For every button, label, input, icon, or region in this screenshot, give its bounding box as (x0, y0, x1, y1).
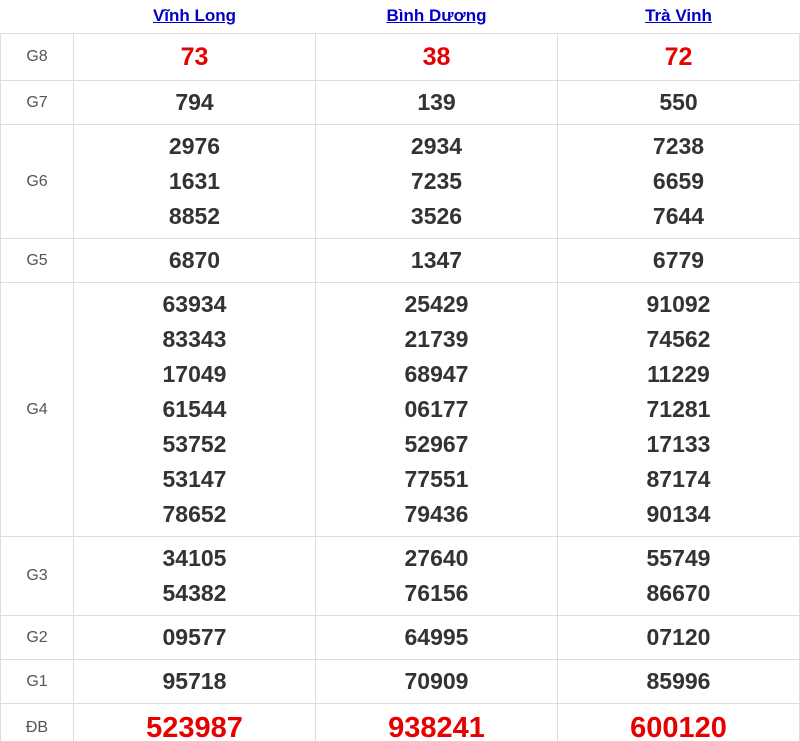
prize-number: 38 (422, 43, 451, 71)
prize-row (1, 239, 800, 283)
column-header-vinh-long (74, 0, 316, 34)
prize-cell (316, 239, 558, 283)
prize-number: 7644 (652, 203, 705, 229)
prize-number: 7238 (652, 133, 705, 159)
prize-cell (74, 537, 316, 616)
prize-number: 17049 (162, 361, 227, 387)
prize-cell (74, 239, 316, 283)
prize-number: 55749 (646, 545, 711, 571)
prize-row (1, 283, 800, 537)
prize-number: 794 (175, 89, 214, 115)
prize-number: 90134 (646, 501, 711, 527)
prize-number: 85996 (646, 668, 711, 694)
prize-number: 70909 (404, 668, 469, 694)
prize-cell (74, 616, 316, 660)
prize-number: 91092 (646, 291, 711, 317)
prize-number: 07120 (646, 624, 711, 650)
prize-cell (316, 660, 558, 704)
prize-number: 17133 (646, 431, 711, 457)
prize-cell (558, 34, 800, 81)
prize-row (1, 704, 800, 741)
row-label: G6 (1, 125, 74, 239)
prize-cell (558, 660, 800, 704)
prize-number: 600120 (630, 712, 727, 741)
prize-cell (558, 239, 800, 283)
prize-number: 11229 (647, 361, 710, 387)
prize-cell (558, 81, 800, 125)
prize-number: 95718 (162, 668, 227, 694)
prize-number: 53147 (162, 466, 227, 492)
prize-number: 3526 (410, 203, 463, 229)
prize-row (1, 125, 800, 239)
prize-cell (74, 125, 316, 239)
prize-number: 2976 (168, 133, 221, 159)
prize-cell (316, 704, 558, 741)
prize-row (1, 81, 800, 125)
prize-number: 523987 (146, 712, 243, 741)
prize-cell (316, 283, 558, 537)
prize-cell (74, 704, 316, 741)
corner-cell (1, 0, 74, 34)
prize-number: 6659 (652, 168, 705, 194)
province-link-tra-vinh[interactable]: Trà Vinh (645, 6, 712, 25)
prize-number: 550 (659, 89, 698, 115)
prize-cell (74, 283, 316, 537)
prize-cell (558, 616, 800, 660)
prize-cell (558, 125, 800, 239)
province-link-vinh-long[interactable]: Vĩnh Long (152, 6, 237, 25)
prize-cell (74, 34, 316, 81)
prize-number: 73 (180, 43, 209, 71)
prize-number: 63934 (162, 291, 227, 317)
prize-number: 27640 (404, 545, 469, 571)
prize-number: 76156 (404, 580, 469, 606)
prize-number: 09577 (162, 624, 227, 650)
row-label: G5 (1, 239, 74, 283)
prize-number: 938241 (388, 712, 485, 741)
prize-number: 72 (664, 43, 693, 71)
prize-number: 83343 (162, 326, 227, 352)
prize-number: 86670 (646, 580, 711, 606)
table-body (1, 34, 800, 741)
prize-number: 1347 (410, 247, 463, 273)
prize-cell (558, 283, 800, 537)
prize-cell (558, 704, 800, 741)
prize-cell (316, 616, 558, 660)
header-row (1, 0, 800, 34)
prize-number: 54382 (162, 580, 227, 606)
prize-number: 78652 (162, 501, 227, 527)
row-label: ĐB (1, 704, 74, 741)
prize-cell (316, 81, 558, 125)
prize-row (1, 660, 800, 704)
prize-number: 61544 (162, 396, 227, 422)
prize-cell (316, 125, 558, 239)
prize-row (1, 537, 800, 616)
row-label: G3 (1, 537, 74, 616)
prize-number: 1631 (168, 168, 221, 194)
prize-cell (74, 81, 316, 125)
prize-number: 87174 (646, 466, 711, 492)
prize-cell (316, 34, 558, 81)
prize-number: 25429 (404, 291, 469, 317)
prize-number: 64995 (404, 624, 469, 650)
prize-number: 8852 (168, 203, 221, 229)
row-label: G1 (1, 660, 74, 704)
prize-number: 77551 (404, 466, 469, 492)
prize-number: 79436 (404, 501, 469, 527)
prize-number: 06177 (404, 396, 469, 422)
prize-number: 52967 (404, 431, 469, 457)
prize-number: 7235 (410, 168, 463, 194)
row-label: G7 (1, 81, 74, 125)
column-header-binh-duong (316, 0, 558, 34)
prize-row (1, 34, 800, 81)
prize-number: 71281 (646, 396, 711, 422)
prize-number: 68947 (404, 361, 469, 387)
prize-number: 139 (417, 89, 456, 115)
prize-number: 74562 (646, 326, 711, 352)
prize-number: 2934 (410, 133, 463, 159)
province-link-binh-duong[interactable]: Bình Dương (386, 6, 487, 25)
prize-row (1, 616, 800, 660)
table-header (1, 0, 800, 34)
row-label: G8 (1, 34, 74, 81)
prize-number: 34105 (162, 545, 227, 571)
prize-number: 21739 (404, 326, 469, 352)
prize-cell (316, 537, 558, 616)
prize-number: 6779 (652, 247, 705, 273)
prize-cell (74, 660, 316, 704)
row-label: G2 (1, 616, 74, 660)
row-label: G4 (1, 283, 74, 537)
prize-number: 53752 (162, 431, 227, 457)
prize-cell (558, 537, 800, 616)
column-header-tra-vinh (558, 0, 800, 34)
prize-number: 6870 (168, 247, 221, 273)
